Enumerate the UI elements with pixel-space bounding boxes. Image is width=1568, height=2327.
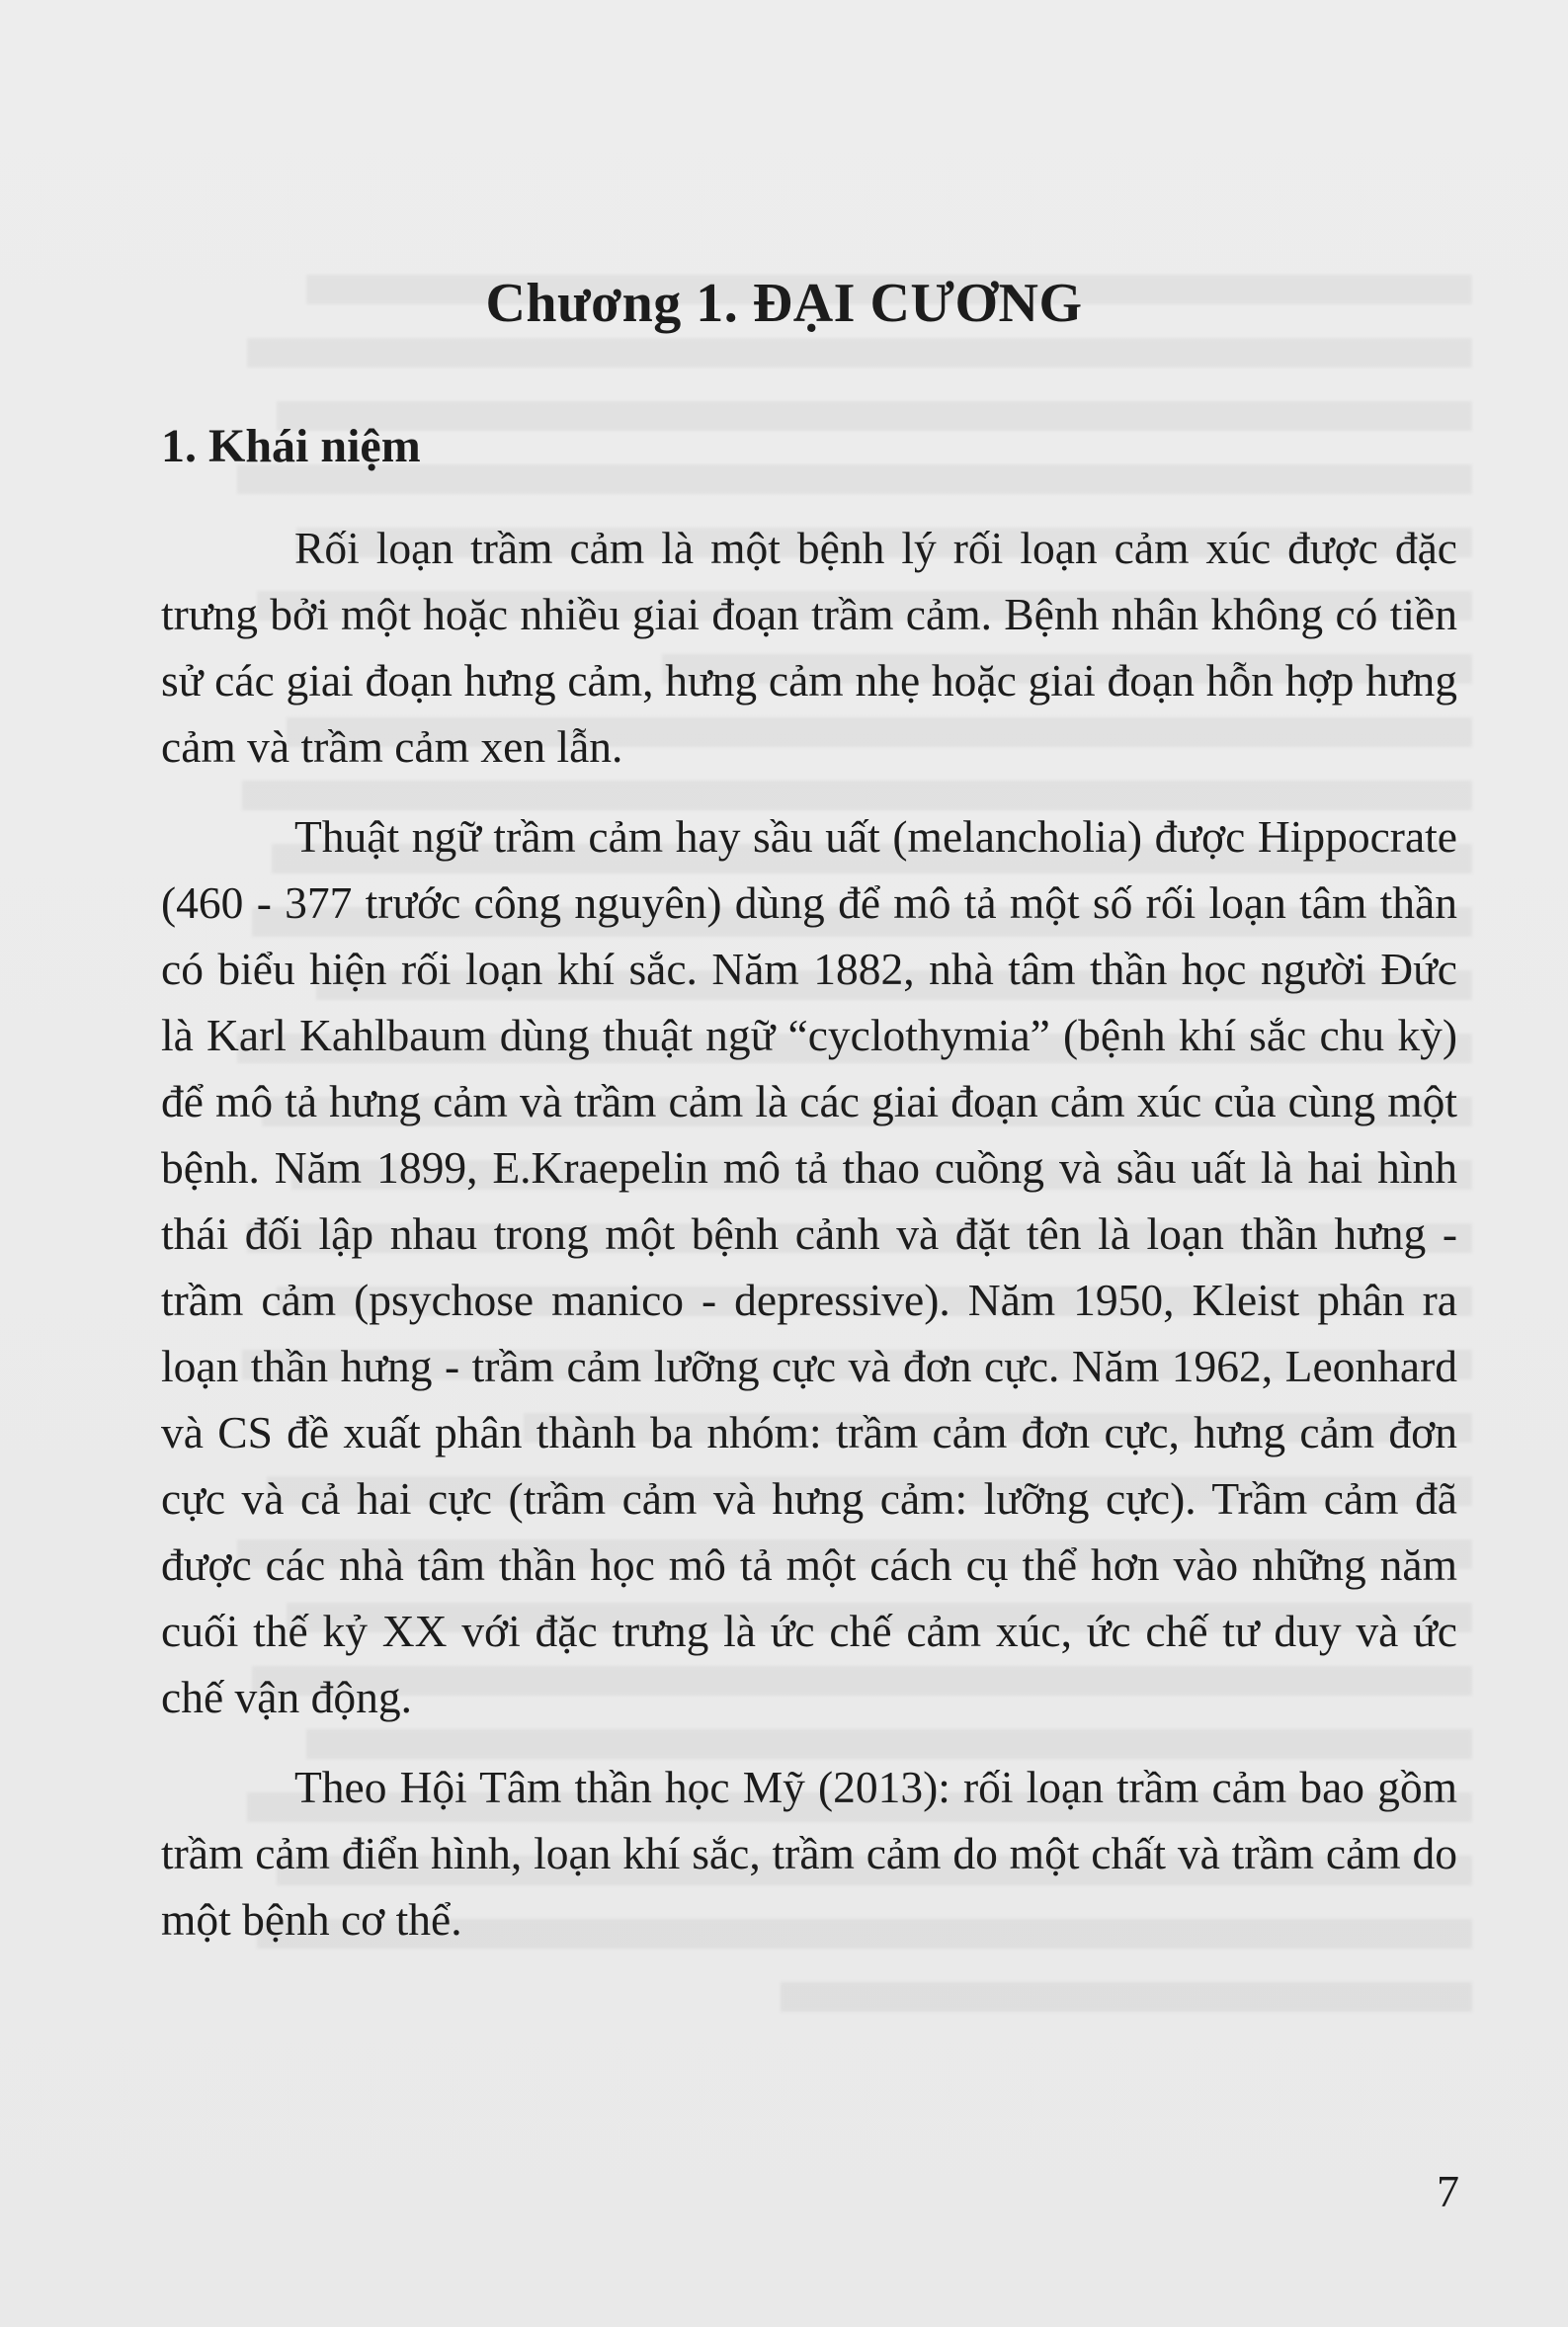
body-text [161,515,1457,1976]
section-heading: 1. Khái niệm [161,420,421,472]
chapter-title: Chương 1. ĐẠI CƯƠNG [485,273,1083,334]
paragraph: Rối loạn trầm cảm là một bệnh lý rối loạn cảm xúc được đặc trưng bởi một hoặc nhiều giai đoạn trầm cảm. Bệnh nhân không có tiền sử các giai đoạn hưng cảm, hưng cảm nhẹ hoặc giai đoạn hỗn hợp hưng cảm và trầm cảm xen lẫn. [161,523,1457,772]
paragraph: Thuật ngữ trầm cảm hay sầu uất (melancholia) được Hippocrate (460 - 377 trước công nguyên) dùng để mô tả một số rối loạn tâm thần có biểu hiện rối loạn khí sắc. Năm 1882, nhà tâm thần học người Đức là Karl Kahlbaum dùng thuật ngữ “cyclothymia” (bệnh khí sắc chu kỳ) để mô tả hưng cảm và trầm cảm là các giai đoạn cảm xúc của cùng một bệnh. Năm 1899, E.Kraepelin mô tả thao cuồng và sầu uất là hai hình thái đối lập nhau trong một bệnh cảnh và đặt tên là loạn thần hưng - trầm cảm (psychose manico - depressive). Năm 1950, Kleist phân ra loạn thần hưng - trầm cảm lưỡng cực và đơn cực. Năm 1962, Leonhard và CS đề xuất phân thành ba nhóm: trầm cảm đơn cực, hưng cảm đơn cực và cả hai cực (trầm cảm và hưng cảm: lưỡng cực). Trầm cảm đã được các nhà tâm thần học mô tả một cách cụ thể hơn vào những năm cuối thế kỷ XX với đặc trưng là ức chế cảm xúc, ức chế tư duy và ức chế vận động. [161,811,1457,1722]
page-number: 7 [1437,2166,1459,2216]
paragraph: Theo Hội Tâm thần học Mỹ (2013): rối loạn trầm cảm bao gồm trầm cảm điển hình, loạn khí sắc, trầm cảm do một chất và trầm cảm do một bệnh cơ thể. [161,1762,1457,1945]
